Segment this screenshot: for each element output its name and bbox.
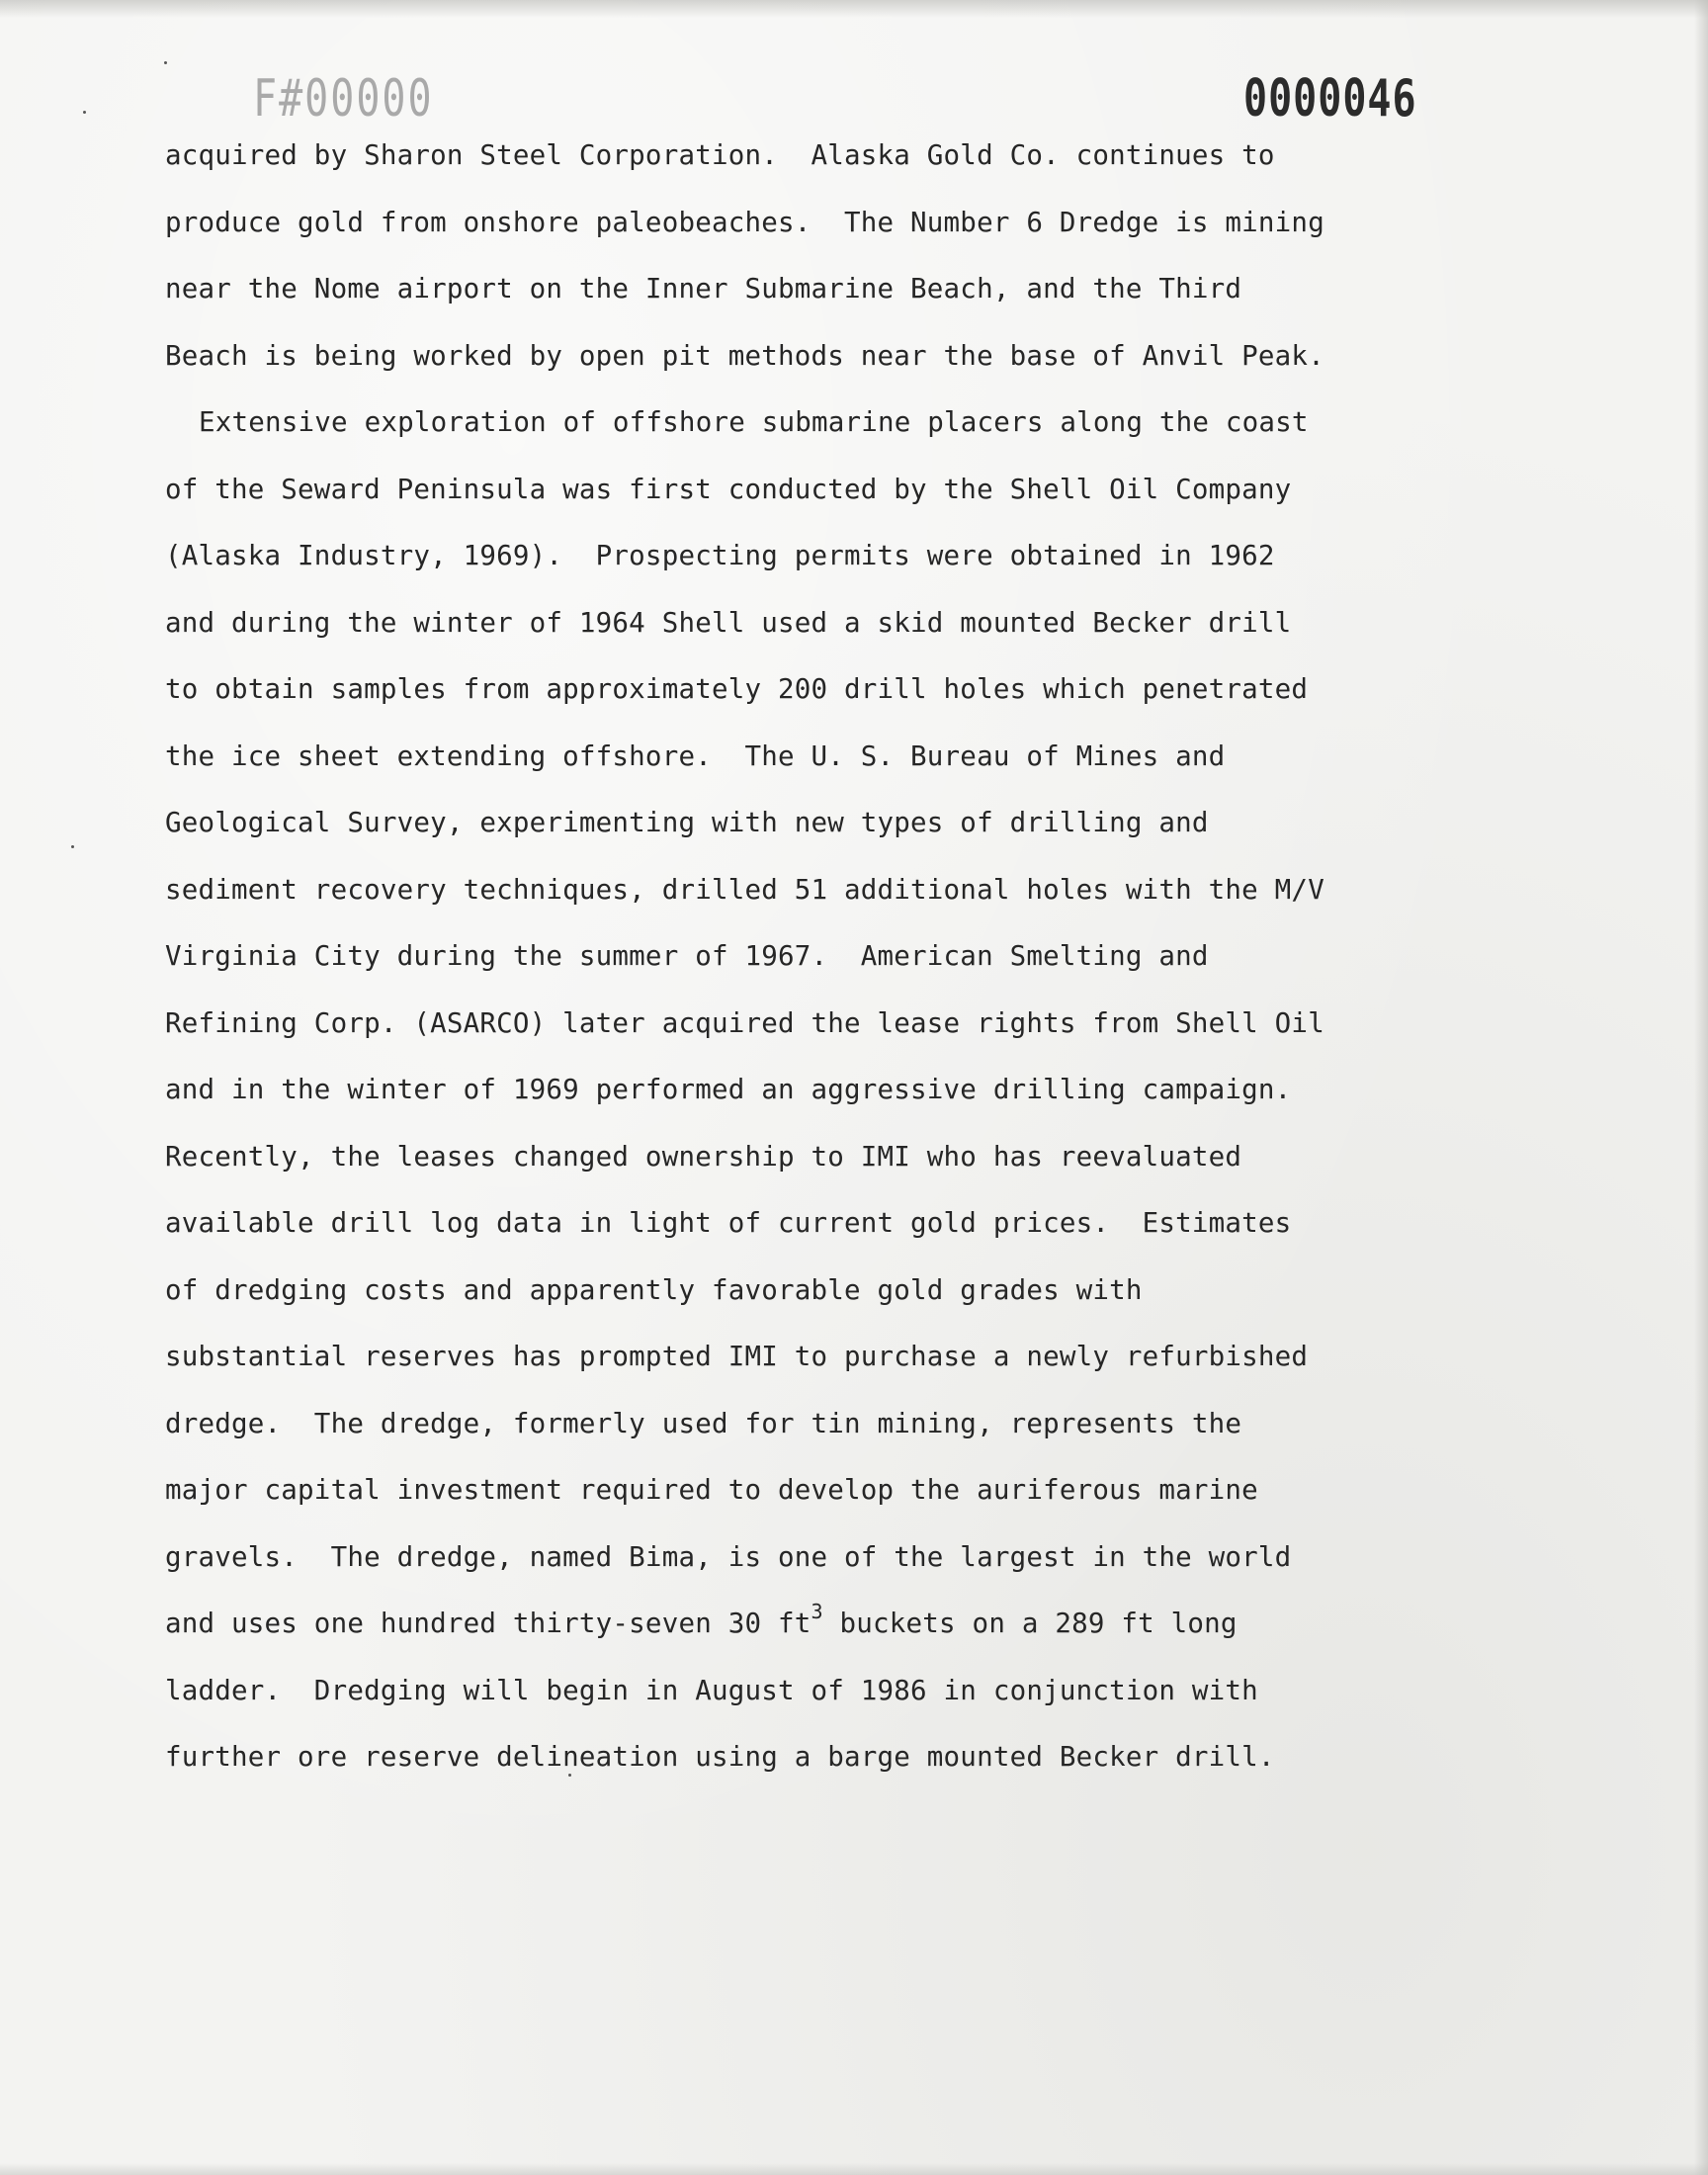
text-line: Geological Survey, experimenting with new types of drilling and [165, 807, 1209, 838]
text-line: of dredging costs and apparently favorable gold grades with [165, 1273, 1143, 1306]
text-segment: buckets on a 289 ft long [822, 1608, 1238, 1639]
scan-edge-bottom [0, 2163, 1708, 2175]
text-line: available drill log data in light of current gold prices. Estimates [165, 1207, 1292, 1239]
text-line: Refining Corp. (ASARCO) later acquired the lease rights from Shell Oil [165, 1006, 1324, 1039]
scan-speck [83, 111, 86, 114]
text-line-first-indented: Extensive exploration of offshore submarine placers along the coast [199, 406, 1309, 438]
text-line-with-superscript [165, 1591, 1391, 1658]
text-line: gravels. The dredge, named Bima, is one of the largest in the world [165, 1540, 1292, 1573]
text-line: to obtain samples from approximately 200 drill holes which penetrated [165, 673, 1309, 705]
superscript: 3 [811, 1599, 823, 1623]
text-line: Virginia City during the summer of 1967. American Smelting and [165, 940, 1209, 972]
text-line: and during the winter of 1964 Shell used a skid mounted Becker drill [165, 606, 1292, 639]
text-line: produce gold from onshore paleobeaches. The Number 6 Dredge is mining [165, 206, 1324, 238]
body-text [165, 123, 1391, 1791]
scan-edge-right [1694, 0, 1708, 2175]
text-line: near the Nome airport on the Inner Submarine Beach, and the Third [165, 273, 1242, 304]
text-line: substantial reserves has prompted IMI to purchase a newly refurbished [165, 1341, 1309, 1372]
scan-speck [71, 845, 74, 848]
faint-stamp-number: F#00000 [253, 69, 434, 129]
text-line: (Alaska Industry, 1969). Prospecting permits were obtained in 1962 [165, 540, 1275, 571]
text-line: major capital investment required to develop the auriferous marine [165, 1474, 1258, 1506]
text-segment: and uses one hundred thirty-seven 30 ft [165, 1608, 811, 1639]
scan-speck [164, 61, 167, 64]
text-line: Beach is being worked by open pit methods near the base of Anvil Peak. [165, 339, 1324, 372]
scan-edge-top [0, 0, 1708, 18]
text-line: dredge. The dredge, formerly used for tin mining, represents the [165, 1407, 1242, 1439]
text-line: sediment recovery techniques, drilled 51 additional holes with the M/V [165, 873, 1324, 906]
text-line: acquired by Sharon Steel Corporation. Alaska Gold Co. continues to [165, 139, 1275, 171]
page-stamp-number: 0000046 [1243, 69, 1417, 129]
text-line: of the Seward Peninsula was first conducted by the Shell Oil Company [165, 473, 1292, 505]
text-line: ladder. Dredging will begin in August of 1986 in conjunction with [165, 1674, 1258, 1706]
text-line: Recently, the leases changed ownership to IMI who has reevaluated [165, 1140, 1242, 1173]
text-line: the ice sheet extending offshore. The U. S. Bureau of Mines and [165, 740, 1226, 772]
text-line: further ore reserve delineation using a barge mounted Becker drill. [165, 1741, 1275, 1773]
text-line: and in the winter of 1969 performed an aggressive drilling campaign. [165, 1074, 1292, 1105]
